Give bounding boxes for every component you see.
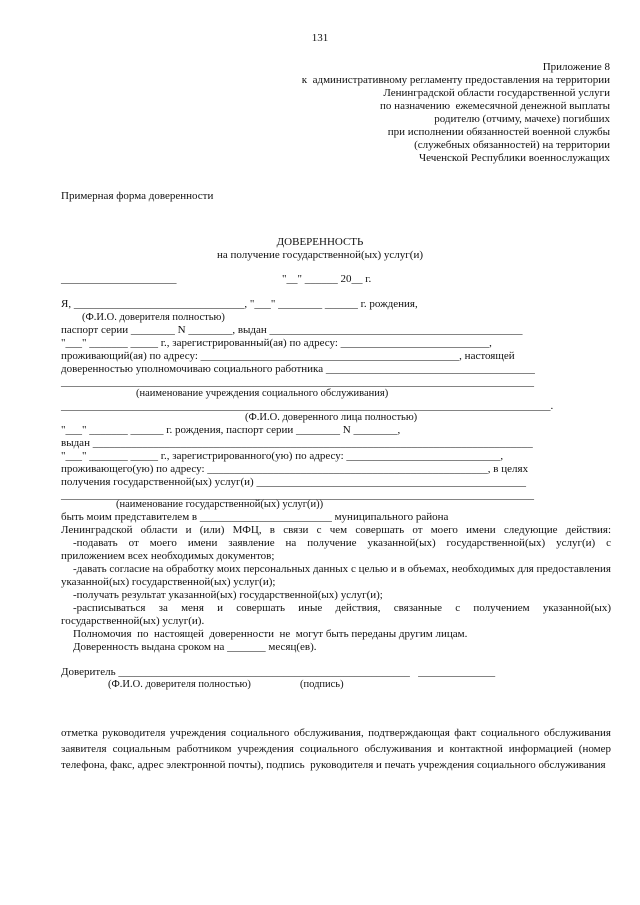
form-line: быть моим представителем в ________________________ муниципального района (61, 511, 449, 523)
form-line: -расписываться за меня и совершать иные действия, связанные с получением указанной(ых) (73, 602, 611, 614)
form-line: "___" _______ ______ г. рождения, паспорт серии ________ N ________, (61, 424, 401, 436)
appendix-line: родителю (отчиму, мачехе) погибших (434, 113, 610, 125)
doc-title: ДОВЕРЕННОСТЬ (276, 236, 364, 248)
doc-subtitle: на получение государственной(ых) услуг(и) (216, 249, 424, 261)
caption: (наименование учреждения социального обслуживания) (136, 388, 389, 399)
form-line: указанной(ых) государственной(ых) услуг(и); (61, 576, 276, 588)
caption: (Ф.И.О. доверенного лица полностью) (245, 412, 418, 423)
caption: (Ф.И.О. доверителя полностью) (108, 679, 251, 690)
caption: (подпись) (300, 679, 344, 690)
form-line: "___" _______ _____ г., зарегистрированного(ую) по адресу: ____________________________, (61, 450, 504, 462)
form-line: Я, _______________________________, "___" ________ ______ г. рождения, (61, 298, 418, 310)
appendix-line: Чеченской Республики военнослужащих (418, 152, 610, 164)
form-line: _________________________________________________________________________________________. (61, 400, 554, 412)
form-line: -получать результат указанной(ых) государственной(ых) услуг(и); (73, 589, 383, 601)
footer-line: заявителя социальным работником учреждения социального обслуживания и контактной информацией (номер (61, 743, 611, 755)
form-line: проживающий(ая) по адресу: _______________________________________________, настоящей (61, 350, 515, 362)
footer-line: отметка руководителя учреждения социального обслуживания, подтверждающая факт социального обслуживания (61, 727, 611, 739)
form-line: получения государственной(ых) услуг(и) _________________________________________________ (61, 476, 526, 488)
form-line: проживающего(ую) по адресу: ___________________________________________________, в целях (61, 463, 529, 475)
form-line: доверенностью уполномочиваю социального работника ______________________________________ (61, 363, 535, 375)
form-line: Ленинградской области и (или) МФЦ, в связи с чем совершать от моего имени следующие действия: (61, 524, 611, 536)
form-line: выдан ________________________________________________________________________________ (61, 437, 533, 449)
form-line: "___" _______ _____ г., зарегистрированный(ая) по адресу: ___________________________, (61, 337, 492, 349)
appendix-line: по назначению ежемесячной денежной выплаты (380, 100, 610, 112)
form-line: -подавать от моего имени заявление на получение указанной(ых) государственной(ых) услуг(и) с (73, 537, 611, 549)
appendix-line: к административному регламенту предоставления на территории (301, 74, 610, 86)
page-number: 131 (311, 32, 329, 44)
appendix-line: при исполнении обязанностей военной службы (387, 126, 610, 138)
form-line: -давать согласие на обработку моих персональных данных с целью и в объемах, необходимых для предоставления (73, 563, 611, 575)
appendix-line: (служебных обязанностей) на территории (414, 139, 610, 151)
caption: (Ф.И.О. доверителя полностью) (82, 312, 225, 323)
form-line: ______________________________________________________________________________________ (61, 376, 534, 388)
form-line: Доверенность выдана сроком на _______ месяц(ев). (73, 641, 317, 653)
signature-line: Доверитель _____________________________________________________ ______________ (61, 666, 496, 678)
appendix-line: Ленинградской области государственной услуги (383, 87, 610, 99)
form-line: государственной(ых) услуг(и). (61, 615, 205, 627)
form-line: Полномочия по настоящей доверенности не могут быть переданы другим лицам. (73, 628, 468, 640)
form-line: приложением всех необходимых документов; (61, 550, 275, 562)
form-line: ______________________________________________________________________________________ (61, 489, 534, 501)
form-line: паспорт серии ________ N ________, выдан ______________________________________________ (61, 324, 523, 336)
appendix-line: Приложение 8 (542, 61, 610, 73)
footer-line: телефона, факс, адрес электронной почты), подпись руководителя и печать учреждения социального обслуживания (61, 759, 606, 771)
date-blank: "__" ______ 20__ г. (282, 273, 372, 285)
place-blank: _____________________ (61, 273, 177, 285)
form-title: Примерная форма доверенности (61, 190, 214, 202)
caption: (наименование государственной(ых) услуг(и)) (116, 499, 324, 510)
